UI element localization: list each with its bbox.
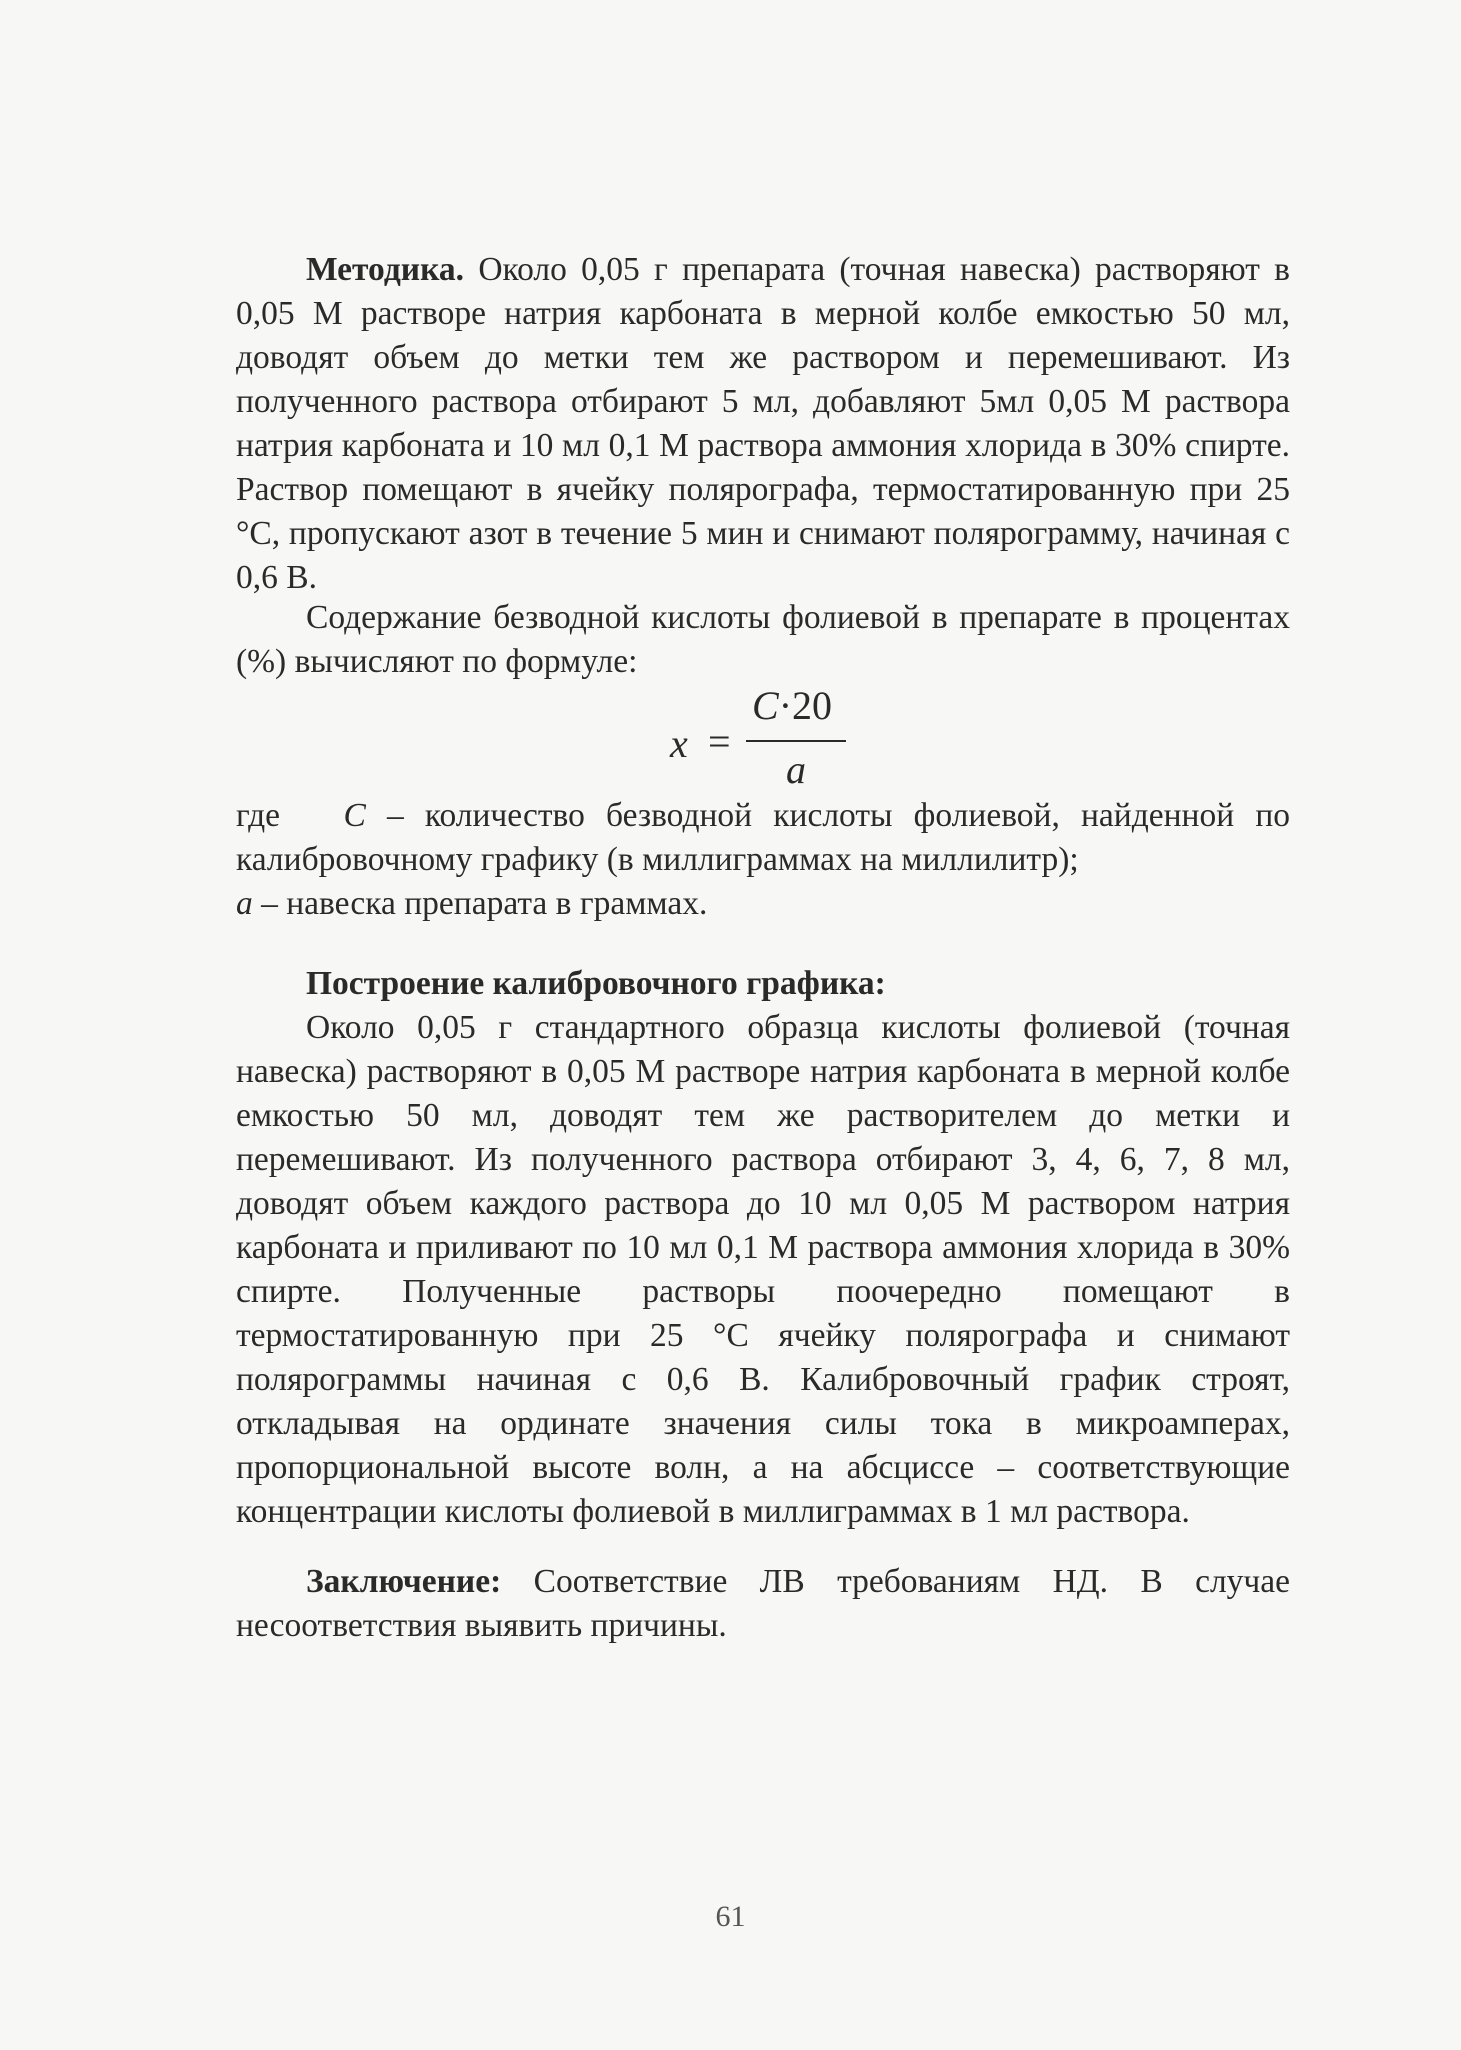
calibration-paragraph: Около 0,05 г стандартного образца кислоты фолиевой (точная навеска) растворяют в 0,05 М растворе натрия карбоната в мерной колбе емкостью 50 мл, доводят тем же растворителем до метки и перемешивают. Из полученного раствора отбирают 3, 4, 6, 7, 8 мл, доводят объем каждого раствора до 10 мл 0,05 М раствором натрия карбоната и приливают по 10 мл 0,1 М раствора аммония хлорида в 30% спирте. Полученные растворы поочередно помещают в термостатированную при 25 °С ячейку полярографа и снимают полярограммы начиная с 0,6 В. Калибровочный график строят, откладывая на ординате значения силы тока в микроамперах, пропорциональной высоте волн, а на абсциссе – соответствующие концентрации кислоты фолиевой в миллиграммах в 1 мл раствора. bbox=[236, 1009, 1290, 1530]
calibration-section bbox=[236, 962, 1290, 1534]
formula bbox=[670, 683, 870, 800]
method-paragraph bbox=[236, 248, 1290, 600]
formula-lhs: x bbox=[670, 721, 688, 766]
conclusion-heading: Заключение: bbox=[306, 1563, 502, 1600]
where-a-text: – навеска препарата в граммах. bbox=[261, 885, 708, 922]
where-a-symbol: a bbox=[236, 885, 253, 922]
page-number: 61 bbox=[715, 1900, 746, 1933]
where-prefix: где bbox=[236, 797, 280, 834]
conclusion-section bbox=[236, 1560, 1290, 1648]
where-c-text: – количество безводной кислоты фолиевой, найденной по калибровочному графику (в миллиграммах на миллилитр); bbox=[236, 797, 1290, 878]
conclusion-text: Соответствие ЛВ требованиям НД. В случае несоответствия выявить причины. bbox=[236, 1563, 1291, 1644]
where-c-line bbox=[236, 794, 1290, 882]
formula-numerator-const: 20 bbox=[792, 683, 833, 728]
formula-fraction-bar bbox=[746, 740, 846, 742]
method-heading: Методика. bbox=[306, 251, 465, 288]
method-section bbox=[236, 248, 1290, 600]
formula-numerator-dot: · bbox=[778, 683, 793, 728]
content-paragraph: Содержание безводной кислоты фолиевой в препарате в процентах (%) вычисляют по формуле: bbox=[236, 599, 1290, 680]
where-c-symbol: C bbox=[343, 797, 366, 834]
formula-numerator-var: C bbox=[752, 683, 779, 728]
formula-numerator bbox=[752, 682, 832, 729]
conclusion-paragraph bbox=[236, 1560, 1290, 1648]
content-section bbox=[236, 596, 1290, 684]
method-text: Около 0,05 г препарата (точная навеска) растворяют в 0,05 М растворе натрия карбоната в мерной колбе емкостью 50 мл, доводят объем до метки тем же раствором и перемешивают. Из полученного раствора отбирают 5 мл, добавляют 5мл 0,05 М раствора натрия карбоната и 10 мл 0,1 М раствора аммония хлорида в 30% спирте. Раствор помещают в ячейку полярографа, термостатированную при 25 °С, пропускают азот в течение 5 мин и снимают полярограмму, начиная с 0,6 В. bbox=[236, 251, 1290, 596]
calibration-heading: Построение калибровочного графика: bbox=[306, 965, 886, 1002]
formula-equals: = bbox=[708, 719, 731, 764]
formula-denominator: a bbox=[786, 747, 806, 792]
where-section bbox=[236, 794, 1290, 926]
where-a-line bbox=[236, 882, 1290, 926]
